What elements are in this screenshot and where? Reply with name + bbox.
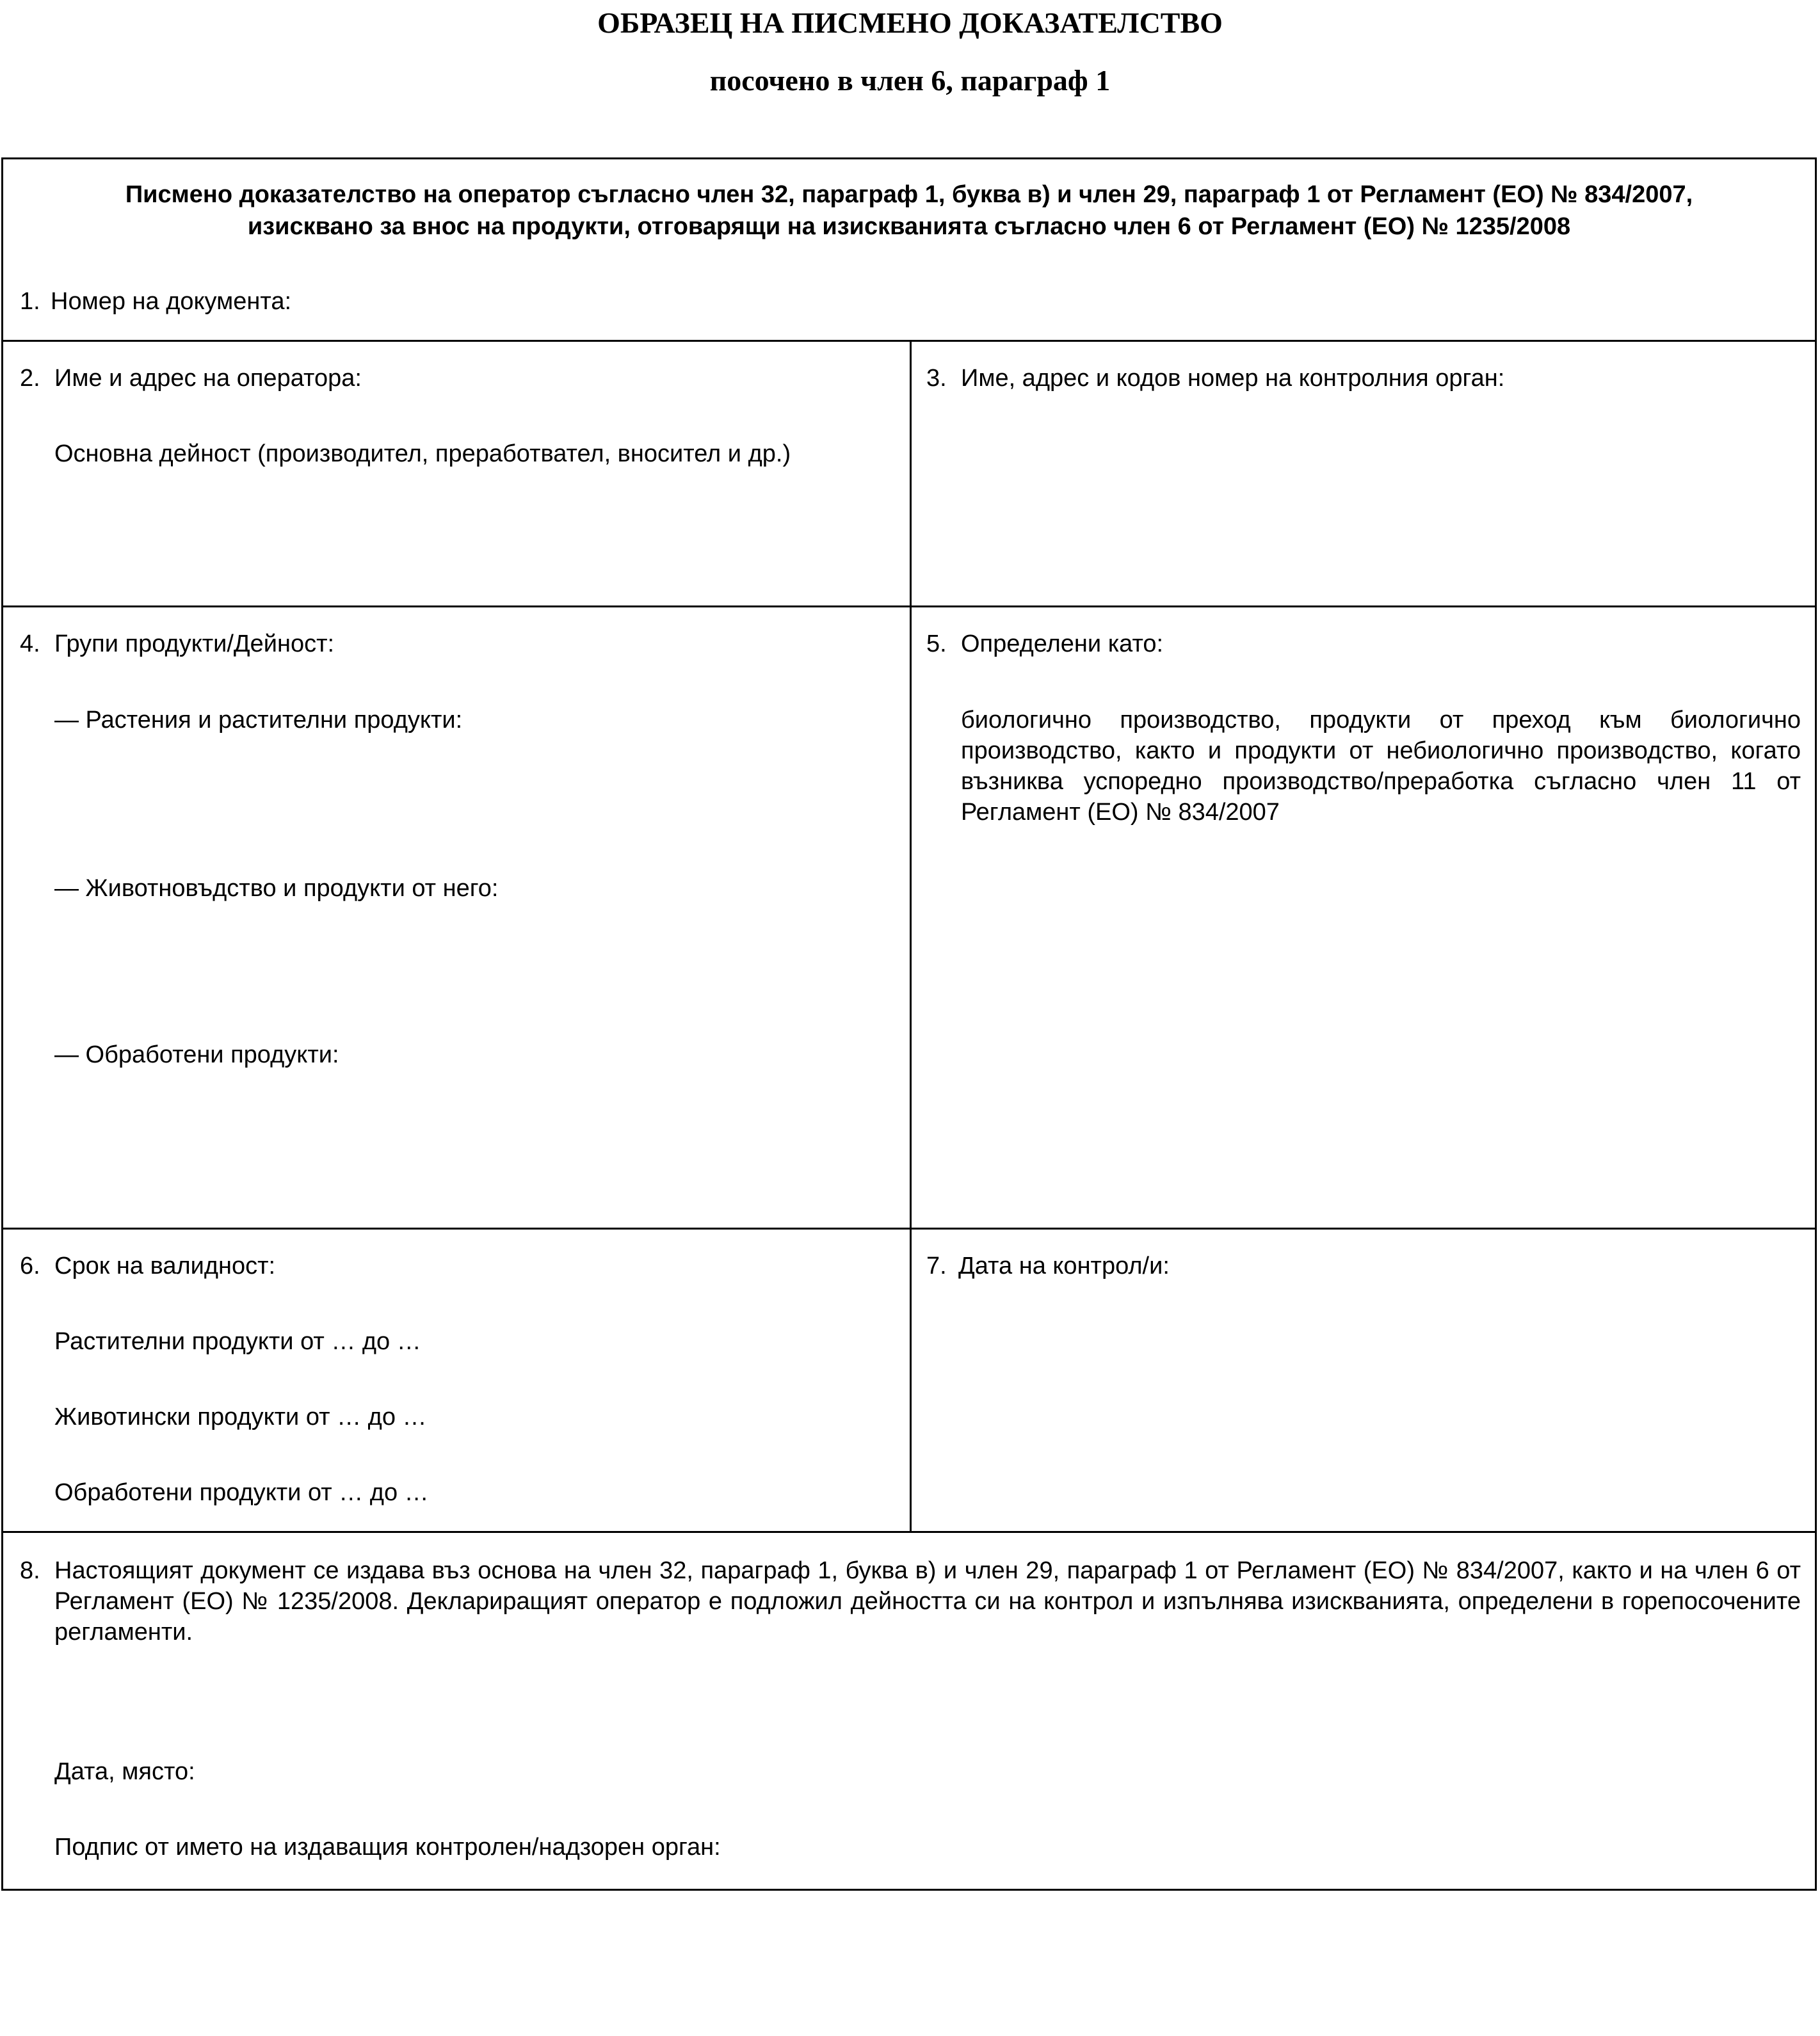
field-6-label: Срок на валидност: <box>54 1253 276 1279</box>
column-divider <box>910 340 912 1533</box>
field-1-label: Номер на документа: <box>51 288 292 315</box>
field-7-label: Дата на контрол/и: <box>958 1253 1170 1279</box>
field-5-text: биологично производство, продукти от преход към биологично производство, както и продукти от небиологично производство, когато възниква успоредно производство/преработка съгласно член 11 от Регламент (ЕО) № 834/2007 <box>961 707 1801 826</box>
field-4-item-plants: — Растения и растителни продукти: <box>54 707 463 733</box>
field-1-number: 1. <box>20 288 40 315</box>
certificate-form <box>1 157 1817 1891</box>
row-divider-2 <box>3 605 1815 607</box>
form-heading-line-1: Писмено доказателство на оператор съгласно член 32, параграф 1, буква в) и член 29, параграф 1 от Регламент (ЕО) № 834/2007, <box>125 181 1693 208</box>
document-title: ОБРАЗЕЦ НА ПИСМЕНО ДОКАЗАТЕЛСТВО <box>597 6 1223 39</box>
field-4-label: Групи продукти/Дейност: <box>54 630 335 657</box>
field-2-label: Име и адрес на оператора: <box>54 365 362 392</box>
field-4-item-processed: — Обработени продукти: <box>54 1041 339 1068</box>
field-2-sublabel: Основна дейност (производител, преработвател, вносител и др.) <box>54 440 791 467</box>
form-heading-line-2: изисквано за внос на продукти, отговарящи на изискванията съгласно член 6 от Регламент (ЕО) № 1235/2008 <box>247 213 1571 240</box>
field-2-number: 2. <box>20 365 40 392</box>
row-divider-3 <box>3 1228 1815 1230</box>
field-4-number: 4. <box>20 630 40 657</box>
document-subtitle: посочено в член 6, параграф 1 <box>709 64 1111 97</box>
field-5-number: 5. <box>926 630 947 657</box>
field-4-item-livestock: — Животновъдство и продукти от него: <box>54 875 499 902</box>
field-8-date-place: Дата, място: <box>54 1758 195 1785</box>
field-3-number: 3. <box>926 365 947 392</box>
field-6-number: 6. <box>20 1253 40 1279</box>
field-5-label: Определени като: <box>961 630 1164 657</box>
form-heading <box>17 179 1801 243</box>
field-8-text: Настоящият документ се издава въз основа на член 32, параграф 1, буква в) и член 29, параграф 1 от Регламент (ЕО) № 834/2007, както и на член 6 от Регламент (ЕО) № 1235/2008. Деклариращият оператор е подложил дейността си на контрол и изпълнява изискванията, определени в горепосочените регламенти. <box>54 1557 1801 1646</box>
row-divider-1 <box>3 340 1815 342</box>
field-8-number: 8. <box>20 1557 40 1584</box>
field-6-plant-products: Растителни продукти от … до … <box>54 1328 421 1355</box>
field-3-label: Име, адрес и кодов номер на контролния орган: <box>961 365 1505 392</box>
field-8-signature: Подпис от името на издаващия контролен/надзорен орган: <box>54 1834 721 1861</box>
field-6-animal-products: Животински продукти от … до … <box>54 1404 427 1431</box>
field-6-processed-products: Обработени продукти от … до … <box>54 1479 429 1506</box>
field-7-number: 7. <box>926 1253 947 1279</box>
row-divider-4 <box>3 1531 1815 1533</box>
